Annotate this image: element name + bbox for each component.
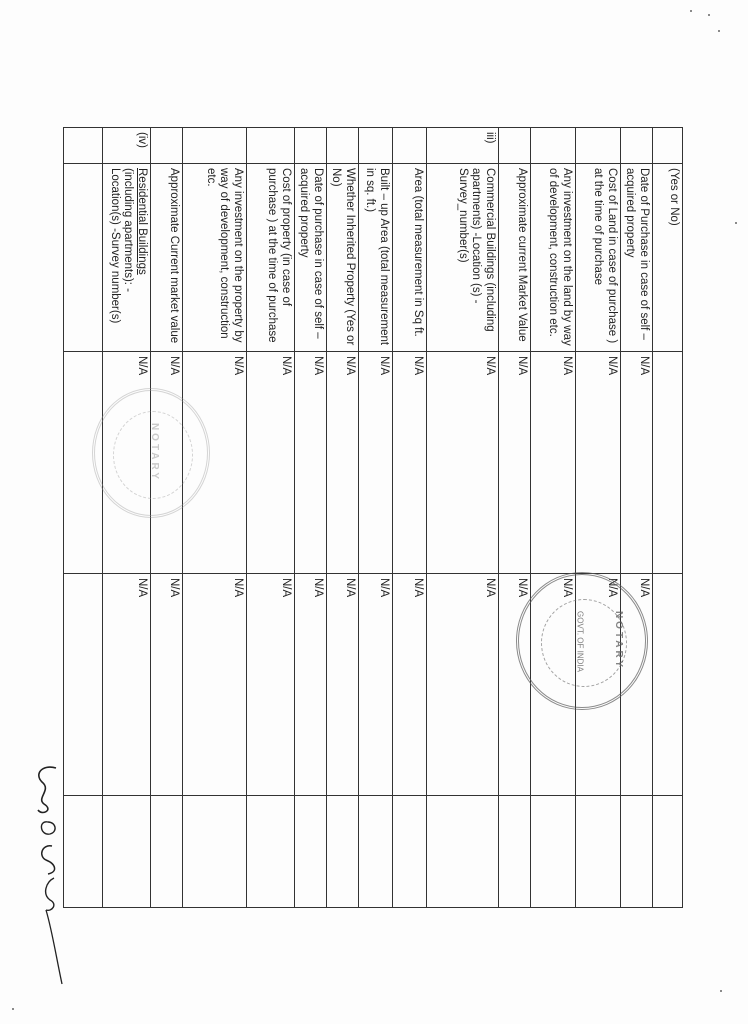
value-cell-1: N/A <box>499 352 531 574</box>
stamp-subtext: GOVT. OF INDIA <box>575 611 585 672</box>
table-row <box>393 128 427 908</box>
table-row <box>183 128 247 908</box>
value-cell-2: N/A <box>621 574 653 796</box>
row-description: Cost of property (in case of purchase ) at the time of purchase <box>247 164 295 352</box>
value-cell-1: N/A <box>393 352 427 574</box>
signature <box>12 760 82 990</box>
stamp-text: NOTARY <box>613 610 625 671</box>
value-cell-3 <box>576 796 621 908</box>
value-cell-1: N/A <box>576 352 621 574</box>
table-row <box>247 128 295 908</box>
value-cell-3 <box>247 796 295 908</box>
row-number <box>183 128 247 164</box>
value-cell-3 <box>183 796 247 908</box>
table-row <box>621 128 653 908</box>
value-cell-3 <box>653 796 683 908</box>
value-cell-2: N/A <box>247 574 295 796</box>
row-description: Date of purchase in case of self – acquired property <box>295 164 327 352</box>
table-row <box>499 128 531 908</box>
value-cell-1: N/A <box>531 352 576 574</box>
section-detail: (including apartments): -Location(s) -Survey number(s) <box>109 168 135 324</box>
value-cell-1: N/A <box>151 352 183 574</box>
stamp-text: NOTARY <box>149 422 161 483</box>
scan-speck <box>12 1008 14 1010</box>
row-description: Any investment on the property by way of development, construction etc. <box>183 164 247 352</box>
notary-stamp-faint <box>92 388 210 518</box>
value-cell-1: N/A <box>103 352 151 574</box>
value-cell-2: N/A <box>327 574 359 796</box>
value-cell-1: N/A <box>621 352 653 574</box>
table-row <box>427 128 499 908</box>
row-description: (Yes or No) <box>653 164 683 352</box>
row-number: (iv) <box>103 128 151 164</box>
value-cell-2 <box>653 574 683 796</box>
value-cell-2: N/A <box>393 574 427 796</box>
value-cell-1: N/A <box>427 352 499 574</box>
row-description <box>103 164 151 352</box>
value-cell-2: N/A <box>576 574 621 796</box>
value-cell-2: N/A <box>359 574 393 796</box>
value-cell-3 <box>151 796 183 908</box>
value-cell-3 <box>427 796 499 908</box>
row-description: Date of Purchase in case of self –acquired property <box>621 164 653 352</box>
value-cell-3 <box>393 796 427 908</box>
notary-stamp <box>516 572 648 710</box>
value-cell-1: N/A <box>295 352 327 574</box>
scan-speck <box>718 30 720 32</box>
value-cell-1: N/A <box>327 352 359 574</box>
value-cell-1: N/A <box>359 352 393 574</box>
row-number <box>247 128 295 164</box>
value-cell-1 <box>653 352 683 574</box>
row-number <box>393 128 427 164</box>
table-row <box>327 128 359 908</box>
row-number <box>576 128 621 164</box>
row-number <box>327 128 359 164</box>
scan-speck <box>720 990 722 992</box>
value-cell-2: N/A <box>295 574 327 796</box>
row-description: Commercial Buildings (including apartments) -Location (s) -Survey_number(s) <box>427 164 499 352</box>
value-cell-2: N/A <box>531 574 576 796</box>
value-cell-1: N/A <box>247 352 295 574</box>
row-number: iii) <box>427 128 499 164</box>
scan-speck <box>690 10 692 12</box>
table-row <box>653 128 683 908</box>
row-number <box>359 128 393 164</box>
table-row <box>576 128 621 908</box>
value-cell-3 <box>531 796 576 908</box>
row-description: Approximate Current market value <box>151 164 183 352</box>
row-description: Area (total measurement in Sq ft. <box>393 164 427 352</box>
row-description: Cost of Land in case of purchase ) at the time of purchase <box>576 164 621 352</box>
value-cell-3 <box>359 796 393 908</box>
value-cell-2: N/A <box>183 574 247 796</box>
value-cell-3 <box>327 796 359 908</box>
row-number <box>499 128 531 164</box>
row-description: Any investment on the land by way of development, construction etc. <box>531 164 576 352</box>
row-description: Built – up Area (total measurement in sq. ft.) <box>359 164 393 352</box>
value-cell-3 <box>499 796 531 908</box>
row-number <box>151 128 183 164</box>
row-number <box>621 128 653 164</box>
row-number <box>653 128 683 164</box>
value-cell-1: N/A <box>183 352 247 574</box>
value-cell-2: N/A <box>103 574 151 796</box>
value-cell-2: N/A <box>499 574 531 796</box>
scan-speck <box>708 14 710 16</box>
value-cell-2: N/A <box>151 574 183 796</box>
row-number <box>295 128 327 164</box>
section-title: Residential Buildings <box>136 168 148 275</box>
value-cell-3 <box>103 796 151 908</box>
row-description: Whether Inherited Property (Yes or No) <box>327 164 359 352</box>
table-row <box>531 128 576 908</box>
table-row <box>359 128 393 908</box>
row-description: Approximate current Market Value <box>499 164 531 352</box>
row-number <box>531 128 576 164</box>
value-cell-3 <box>621 796 653 908</box>
table-row <box>295 128 327 908</box>
value-cell-3 <box>295 796 327 908</box>
value-cell-2: N/A <box>427 574 499 796</box>
scan-speck <box>735 222 737 224</box>
